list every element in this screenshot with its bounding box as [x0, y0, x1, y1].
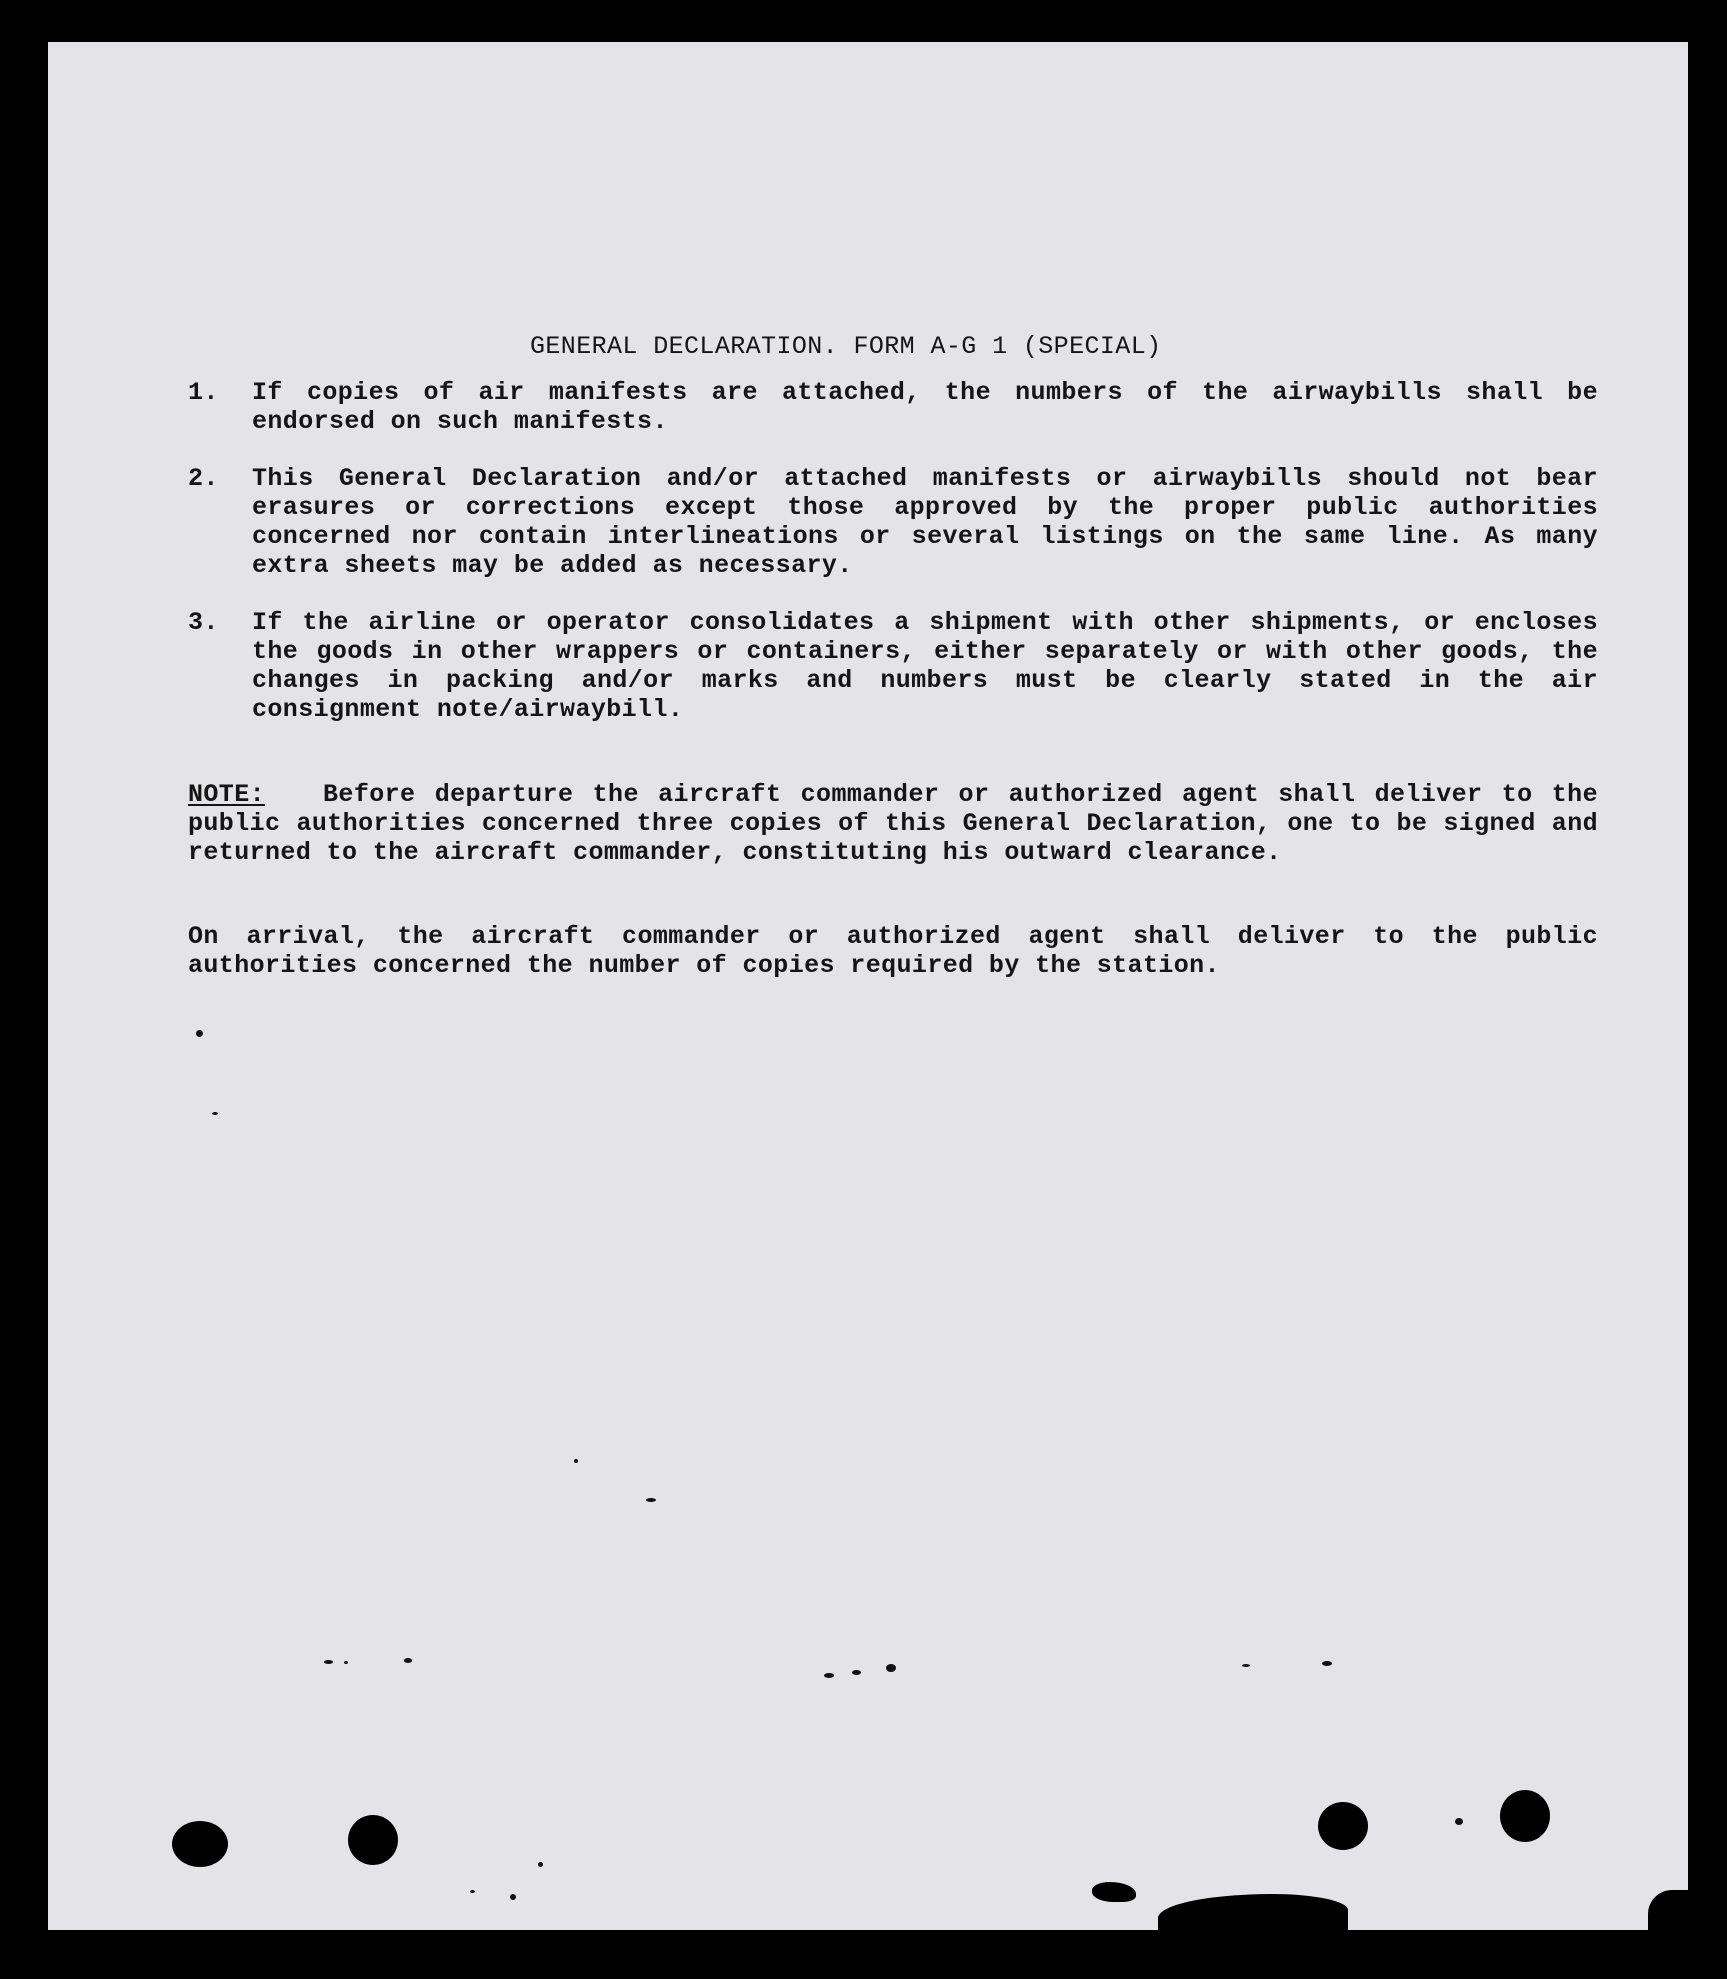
punch-hole [1500, 1790, 1550, 1842]
arrival-paragraph: On arrival, the aircraft commander or authorized agent shall deliver to the public authorities concerned the number of copies required by the station. [188, 922, 1598, 980]
torn-edge [1158, 1894, 1348, 1934]
note-label: NOTE: [188, 780, 266, 809]
scan-speck [1242, 1664, 1250, 1667]
punch-hole [1318, 1802, 1368, 1850]
item-number: 2. [188, 464, 219, 493]
scan-speck [324, 1660, 333, 1664]
scan-speck [510, 1894, 516, 1900]
item-text: This General Declaration and/or attached manifests or airwaybills should not bear erasures or corrections except those approved by the proper public authorities concerned nor contain interlineations or several listings on the same line. As many extra sheets may be added as necessary. [252, 464, 1598, 580]
scan-speck [646, 1498, 656, 1502]
punch-hole [348, 1815, 398, 1865]
scan-speck [886, 1664, 896, 1672]
scan-speck [1322, 1661, 1332, 1666]
paper-sheet [48, 42, 1688, 1930]
item-text: If the airline or operator consolidates a shipment with other shipments, or encloses the goods in other wrappers or containers, either separately or with other goods, the changes in packing and/or marks and numbers must be clearly stated in the air consignment note/airwaybill. [252, 608, 1598, 724]
torn-edge [1092, 1882, 1136, 1902]
scan-speck [196, 1030, 203, 1037]
torn-edge [1648, 1890, 1688, 1930]
scan-speck [538, 1862, 543, 1867]
scan-speck [574, 1459, 578, 1463]
scan-speck [1455, 1818, 1463, 1825]
scan-speck [852, 1670, 861, 1675]
punch-hole [172, 1821, 228, 1867]
scan-speck [470, 1890, 475, 1893]
scan-speck [404, 1658, 412, 1663]
item-number: 1. [188, 378, 219, 407]
note-text: Before departure the aircraft commander or authorized agent shall deliver to the public authorities concerned three copies of this General Declaration, one to be signed and returned to the aircraft commander, constituting his outward clearance. [188, 780, 1598, 867]
note-paragraph [188, 780, 1598, 867]
item-text: If copies of air manifests are attached, the numbers of the airwaybills shall be endorsed on such manifests. [252, 378, 1598, 436]
scan-speck [344, 1661, 348, 1664]
document-title: GENERAL DECLARATION. FORM A-G 1 (SPECIAL) [530, 332, 1162, 361]
scan-speck [212, 1112, 218, 1115]
item-number: 3. [188, 608, 219, 637]
scan-speck [824, 1673, 834, 1678]
